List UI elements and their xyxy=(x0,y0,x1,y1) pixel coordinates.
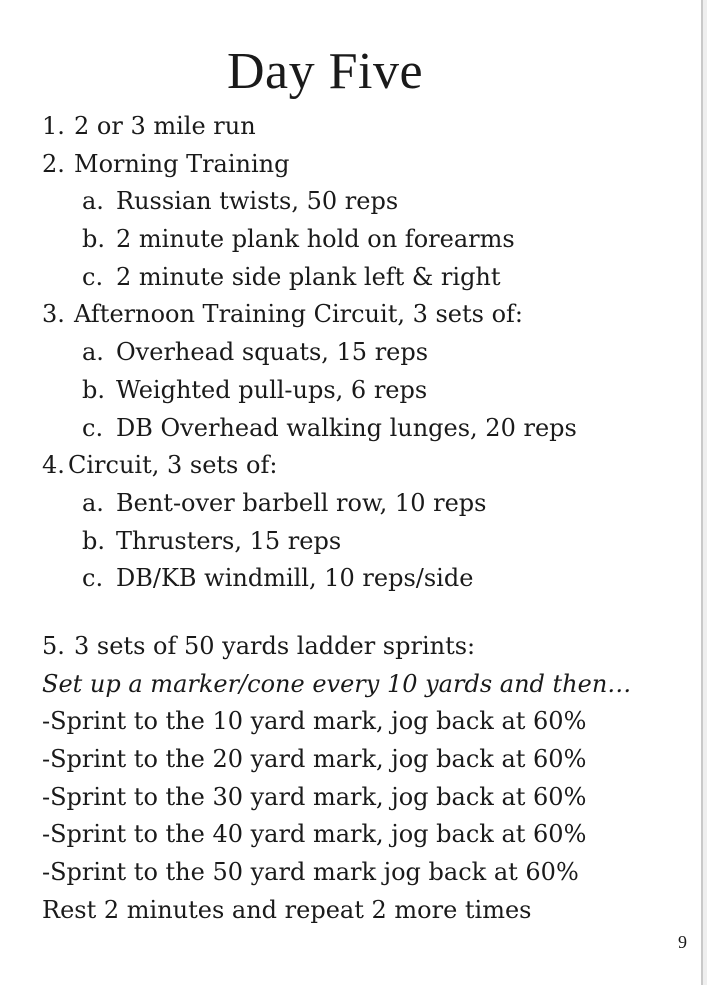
sub-item xyxy=(42,485,662,523)
workout-list xyxy=(42,108,662,929)
item-text: Morning Training xyxy=(74,149,290,178)
list-item xyxy=(42,146,662,184)
page-edge-line xyxy=(701,0,703,985)
sub-item-letter: b. xyxy=(82,375,105,404)
sub-item xyxy=(42,523,662,561)
sub-item-text: 2 minute side plank left & right xyxy=(116,262,501,291)
sub-item-letter: a. xyxy=(82,488,104,517)
sub-item-letter: c. xyxy=(82,262,104,291)
item-number: 1. xyxy=(42,112,65,140)
item-number: 2. xyxy=(42,149,65,178)
item-number: 3. xyxy=(42,300,65,329)
sprint-line: -Sprint to the 20 yard mark, jog back at 60% xyxy=(42,745,587,773)
sub-item-letter: b. xyxy=(82,225,105,254)
section-spacer xyxy=(42,598,662,628)
item-text: Afternoon Training Circuit, 3 sets of: xyxy=(74,300,524,329)
sprint-line: -Sprint to the 30 yard mark, jog back at 60% xyxy=(42,782,587,811)
sub-item-text: Russian twists, 50 reps xyxy=(116,187,399,216)
sprint-line: -Sprint to the 50 yard mark jog back at 60% xyxy=(42,858,579,887)
sub-item xyxy=(42,221,662,259)
sub-item xyxy=(42,259,662,297)
sub-item-text: Bent-over barbell row, 10 reps xyxy=(116,488,487,517)
item-number: 4. xyxy=(42,451,65,480)
item-text: 2 or 3 mile run xyxy=(74,112,256,140)
sub-item xyxy=(42,334,662,372)
page-number: 9 xyxy=(678,932,687,952)
page-edge-shade xyxy=(703,0,707,985)
sub-item-letter: a. xyxy=(82,338,104,367)
sub-item-letter: b. xyxy=(82,526,105,555)
sub-item xyxy=(42,372,662,410)
item-text: 3 sets of 50 yards ladder sprints: xyxy=(74,631,476,660)
sub-item-text: Overhead squats, 15 reps xyxy=(116,338,429,367)
sub-item-text: DB/KB windmill, 10 reps/side xyxy=(116,564,474,593)
sub-item-text: Weighted pull-ups, 6 reps xyxy=(116,375,428,404)
sub-item-letter: c. xyxy=(82,413,104,442)
sub-item-letter: a. xyxy=(82,187,104,216)
sub-item-text: DB Overhead walking lunges, 20 reps xyxy=(116,413,577,442)
item-text: Circuit, 3 sets of: xyxy=(68,451,278,480)
sub-item xyxy=(42,183,662,221)
sprint-line: -Sprint to the 10 yard mark, jog back at 60% xyxy=(42,707,587,736)
sub-item xyxy=(42,560,662,598)
sprint-setup-note: Set up a marker/cone every 10 yards and then… xyxy=(42,669,632,698)
sub-item-text: Thrusters, 15 reps xyxy=(116,526,342,555)
sprint-line: -Sprint to the 40 yard mark, jog back at 60% xyxy=(42,820,587,849)
item-number: 5. xyxy=(42,631,65,660)
list-item xyxy=(42,447,662,485)
page-title: Day Five xyxy=(226,43,424,100)
sub-item xyxy=(42,410,662,448)
sub-item-text: 2 minute plank hold on forearms xyxy=(116,225,515,254)
list-item xyxy=(42,296,662,334)
rest-instruction: Rest 2 minutes and repeat 2 more times xyxy=(42,895,532,924)
list-item xyxy=(42,628,662,666)
sub-item-letter: c. xyxy=(82,564,104,593)
list-item xyxy=(42,108,662,146)
